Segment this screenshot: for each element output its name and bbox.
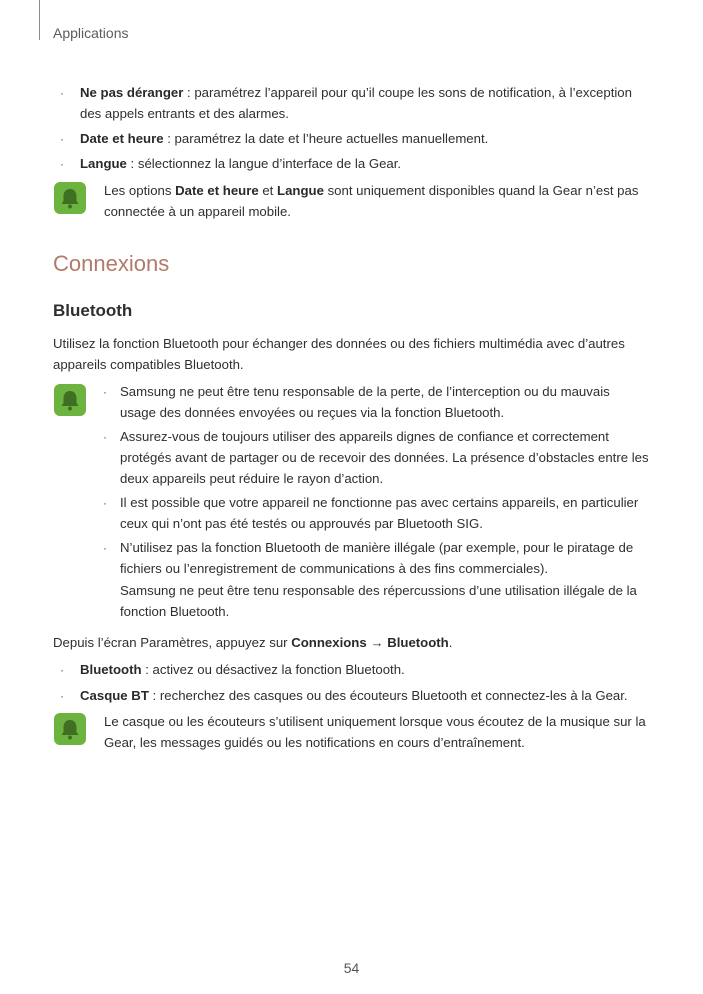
bluetooth-intro: Utilisez la fonction Bluetooth pour échanger des données ou des fichiers multimédia avec d’autres appareils compatibles Bluetooth.: [53, 336, 625, 372]
section-title: Connexions: [53, 251, 170, 276]
bullet-dot: ·: [60, 86, 64, 100]
settings-path: Depuis l’écran Paramètres, appuyez sur Connexions → Bluetooth.: [53, 635, 453, 650]
header-divider: [39, 0, 40, 40]
bullet-dot: ·: [103, 385, 107, 399]
bullet-date-heure: [80, 128, 680, 149]
bell-icon: [54, 384, 86, 416]
note-options: Les options Date et heure et Langue sont uniquement disponibles quand la Gear n’est pas connectée à un appareil mobile.: [104, 183, 639, 219]
bell-icon: [54, 182, 86, 214]
bullet-term: Langue: [80, 156, 127, 171]
bullet-ne-pas-deranger: [80, 82, 680, 124]
page-number: 54: [343, 960, 360, 976]
warning-item: N’utilisez pas la fonction Bluetooth de manière illégale (par exemple, pour le piratage de fichiers ou l’enregistrement de communications à des fins commerciales).: [120, 540, 634, 576]
bullet-dot: ·: [103, 430, 107, 444]
bullet-dot: ·: [60, 157, 64, 171]
note-casque: Le casque ou les écouteurs s’utilisent uniquement lorsque vous écoutez de la musique sur la Gear, les messages guidés ou les notifications en cours d’entraînement.: [104, 714, 646, 750]
bullet-text: : sélectionnez la langue d’interface de la Gear.: [126, 156, 402, 171]
warning-extra: Samsung ne peut être tenu responsable des répercussions d’une utilisation illégale de la fonction Bluetooth.: [120, 583, 637, 619]
bullet-dot: ·: [103, 496, 107, 510]
bullet-langue: [80, 153, 680, 174]
bullet-bluetooth: Bluetooth : activez ou désactivez la fonction Bluetooth.: [80, 662, 405, 677]
bullet-text: : paramétrez l’appareil pour qu’il coupe les sons de notification, à l’exception: [183, 85, 632, 100]
warning-item: Il est possible que votre appareil ne fonctionne pas avec certains appareils, en particulier ceux qui n’ont pas été testés ou approuvés par Bluetooth SIG.: [120, 495, 639, 531]
page-header-title: Applications: [53, 25, 129, 41]
bullet-casque-bt: Casque BT : recherchez des casques ou des écouteurs Bluetooth et connectez-les à la Gear.: [80, 688, 628, 703]
subsection-title: Bluetooth: [53, 301, 133, 320]
bullet-term: Date et heure: [80, 131, 164, 146]
bullet-text-cont: des appels entrants et des alarmes.: [80, 106, 289, 121]
bullet-dot: ·: [60, 689, 64, 703]
warning-item: Assurez-vous de toujours utiliser des appareils dignes de confiance et correctement protégés avant de partager ou de recevoir des données. La présence d’obstacles entre les deux appareils peut réduire le rayon d’action.: [120, 429, 649, 486]
bell-icon: [54, 713, 86, 745]
bullet-text: : paramétrez la date et l’heure actuelles manuellement.: [163, 131, 489, 146]
warning-item: Samsung ne peut être tenu responsable de la perte, de l’interception ou du mauvais usage des données envoyées ou reçues via la fonction Bluetooth.: [120, 384, 610, 420]
bullet-term: Ne pas déranger: [80, 85, 184, 100]
bullet-dot: ·: [103, 541, 107, 555]
bullet-dot: ·: [60, 663, 64, 677]
bullet-dot: ·: [60, 132, 64, 146]
